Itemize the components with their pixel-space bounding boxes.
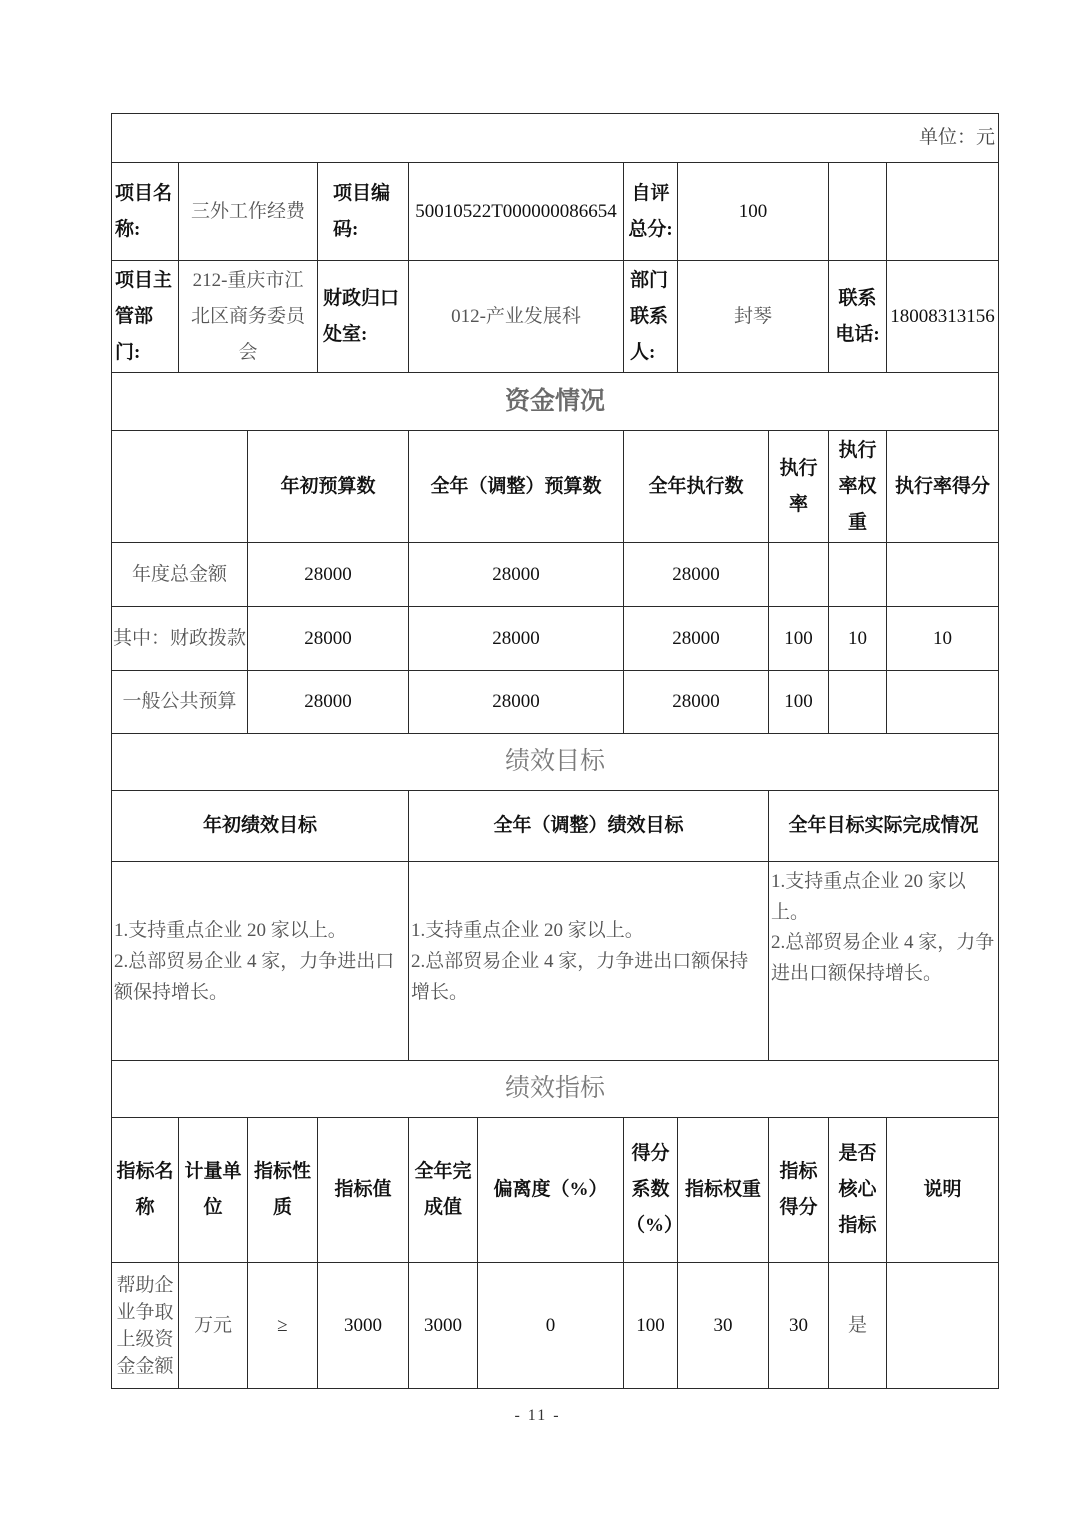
core-indicator-header: 是否核心指标 xyxy=(829,1118,887,1263)
indicator-weight-header: 指标权重 xyxy=(678,1118,769,1263)
contact-label: 部门联系人: xyxy=(624,261,678,373)
project-code-label: 项目编码: xyxy=(318,163,409,261)
initial-budget-value: 28000 xyxy=(248,543,409,607)
score-coefficient-header: 得分系数（%） xyxy=(624,1118,678,1263)
empty-cell xyxy=(769,543,829,607)
empty-cell xyxy=(887,543,999,607)
empty-cell xyxy=(112,431,248,543)
goal-line: 1.支持重点企业 20 家以上。 xyxy=(411,919,644,941)
indicator-unit: 万元 xyxy=(179,1263,248,1389)
adjusted-budget-value: 28000 xyxy=(409,671,624,734)
funds-row-label: 年度总金额 xyxy=(112,543,248,607)
executed-value: 28000 xyxy=(624,671,769,734)
adjusted-budget-header: 全年（调整）预算数 xyxy=(409,431,624,543)
indicator-core: 是 xyxy=(829,1263,887,1389)
rate-weight-header: 执行率权重 xyxy=(829,431,887,543)
goal-line: 2.总部贸易企业 4 家，力争进出口额保持增长。 xyxy=(114,950,395,1003)
adjusted-budget-value: 28000 xyxy=(409,543,624,607)
funds-title-row xyxy=(112,373,999,431)
adjusted-goals-text xyxy=(409,862,769,1061)
unit-row xyxy=(112,114,999,163)
table-body xyxy=(112,114,999,1389)
execution-rate-header: 执行率 xyxy=(769,431,829,543)
empty-cell xyxy=(829,163,887,261)
initial-goals-header: 年初绩效目标 xyxy=(112,791,409,862)
initial-budget-header: 年初预算数 xyxy=(248,431,409,543)
indicators-title-row xyxy=(112,1061,999,1118)
goals-section-title: 绩效目标 xyxy=(112,734,999,791)
target-value-header: 指标值 xyxy=(318,1118,409,1263)
department-value: 212-重庆市江北区商务委员会 xyxy=(179,261,318,373)
performance-evaluation-table xyxy=(111,113,999,1389)
phone-value: 18008313156 xyxy=(887,261,999,373)
indicators-section-title: 绩效指标 xyxy=(112,1061,999,1118)
unit-header: 计量单位 xyxy=(179,1118,248,1263)
rate-score-value: 10 xyxy=(887,607,999,671)
project-name-label: 项目名称: xyxy=(112,163,179,261)
actual-value-header: 全年完成值 xyxy=(409,1118,478,1263)
self-score-value: 100 xyxy=(678,163,829,261)
project-info-row-1 xyxy=(112,163,999,261)
goal-line: 1.支持重点企业 20 家以上。 xyxy=(114,919,347,941)
indicator-score-header: 指标得分 xyxy=(769,1118,829,1263)
goals-header-row xyxy=(112,791,999,862)
empty-cell xyxy=(829,543,887,607)
project-name-value: 三外工作经费 xyxy=(179,163,318,261)
goal-line: 2.总部贸易企业 4 家，力争进出口额保持增长。 xyxy=(771,932,995,984)
indicator-row xyxy=(112,1263,999,1389)
empty-cell xyxy=(887,671,999,734)
empty-cell xyxy=(887,163,999,261)
self-score-label: 自评总分: xyxy=(624,163,678,261)
finance-office-value: 012-产业发展科 xyxy=(409,261,624,373)
rate-weight-value: 10 xyxy=(829,607,887,671)
phone-label: 联系电话: xyxy=(829,261,887,373)
funds-row xyxy=(112,671,999,734)
executed-value: 28000 xyxy=(624,543,769,607)
project-info-row-2 xyxy=(112,261,999,373)
deviation-header: 偏离度（%） xyxy=(478,1118,624,1263)
adjusted-budget-value: 28000 xyxy=(409,607,624,671)
funds-row xyxy=(112,543,999,607)
executed-header: 全年执行数 xyxy=(624,431,769,543)
indicator-nature: ≥ xyxy=(248,1263,318,1389)
indicator-name: 帮助企业争取上级资金金额 xyxy=(112,1263,179,1389)
indicator-name-header: 指标名称 xyxy=(112,1118,179,1263)
empty-cell xyxy=(829,671,887,734)
actual-completion-text xyxy=(769,862,999,1061)
empty-cell xyxy=(887,1263,999,1389)
project-code-value: 50010522T000000086654 xyxy=(409,163,624,261)
execution-rate-value: 100 xyxy=(769,607,829,671)
indicator-score: 30 xyxy=(769,1263,829,1389)
funds-row xyxy=(112,607,999,671)
funds-row-label: 其中：财政拨款 xyxy=(112,607,248,671)
department-label: 项目主管部门: xyxy=(112,261,179,373)
page-number: - 11 - xyxy=(514,1407,561,1424)
rate-score-header: 执行率得分 xyxy=(887,431,999,543)
executed-value: 28000 xyxy=(624,607,769,671)
nature-header: 指标性质 xyxy=(248,1118,318,1263)
indicator-coefficient: 100 xyxy=(624,1263,678,1389)
funds-row-label: 一般公共预算 xyxy=(112,671,248,734)
goal-line: 1.支持重点企业 20 家以上。 xyxy=(771,871,966,923)
execution-rate-value: 100 xyxy=(769,671,829,734)
indicator-weight: 30 xyxy=(678,1263,769,1389)
actual-completion-header: 全年目标实际完成情况 xyxy=(769,791,999,862)
indicator-target-value: 3000 xyxy=(318,1263,409,1389)
adjusted-goals-header: 全年（调整）绩效目标 xyxy=(409,791,769,862)
initial-budget-value: 28000 xyxy=(248,671,409,734)
finance-office-label: 财政归口处室: xyxy=(318,261,409,373)
note-header: 说明 xyxy=(887,1118,999,1263)
funds-section-title: 资金情况 xyxy=(112,373,999,431)
contact-value: 封琴 xyxy=(678,261,829,373)
goals-title-row xyxy=(112,734,999,791)
indicators-header-row xyxy=(112,1118,999,1263)
indicator-deviation: 0 xyxy=(478,1263,624,1389)
funds-header-row xyxy=(112,431,999,543)
goal-line: 2.总部贸易企业 4 家，力争进出口额保持增长。 xyxy=(411,950,749,1003)
unit-label: 单位：元 xyxy=(112,114,999,163)
initial-budget-value: 28000 xyxy=(248,607,409,671)
initial-goals-text xyxy=(112,862,409,1061)
indicator-actual-value: 3000 xyxy=(409,1263,478,1389)
goals-content-row xyxy=(112,862,999,1061)
